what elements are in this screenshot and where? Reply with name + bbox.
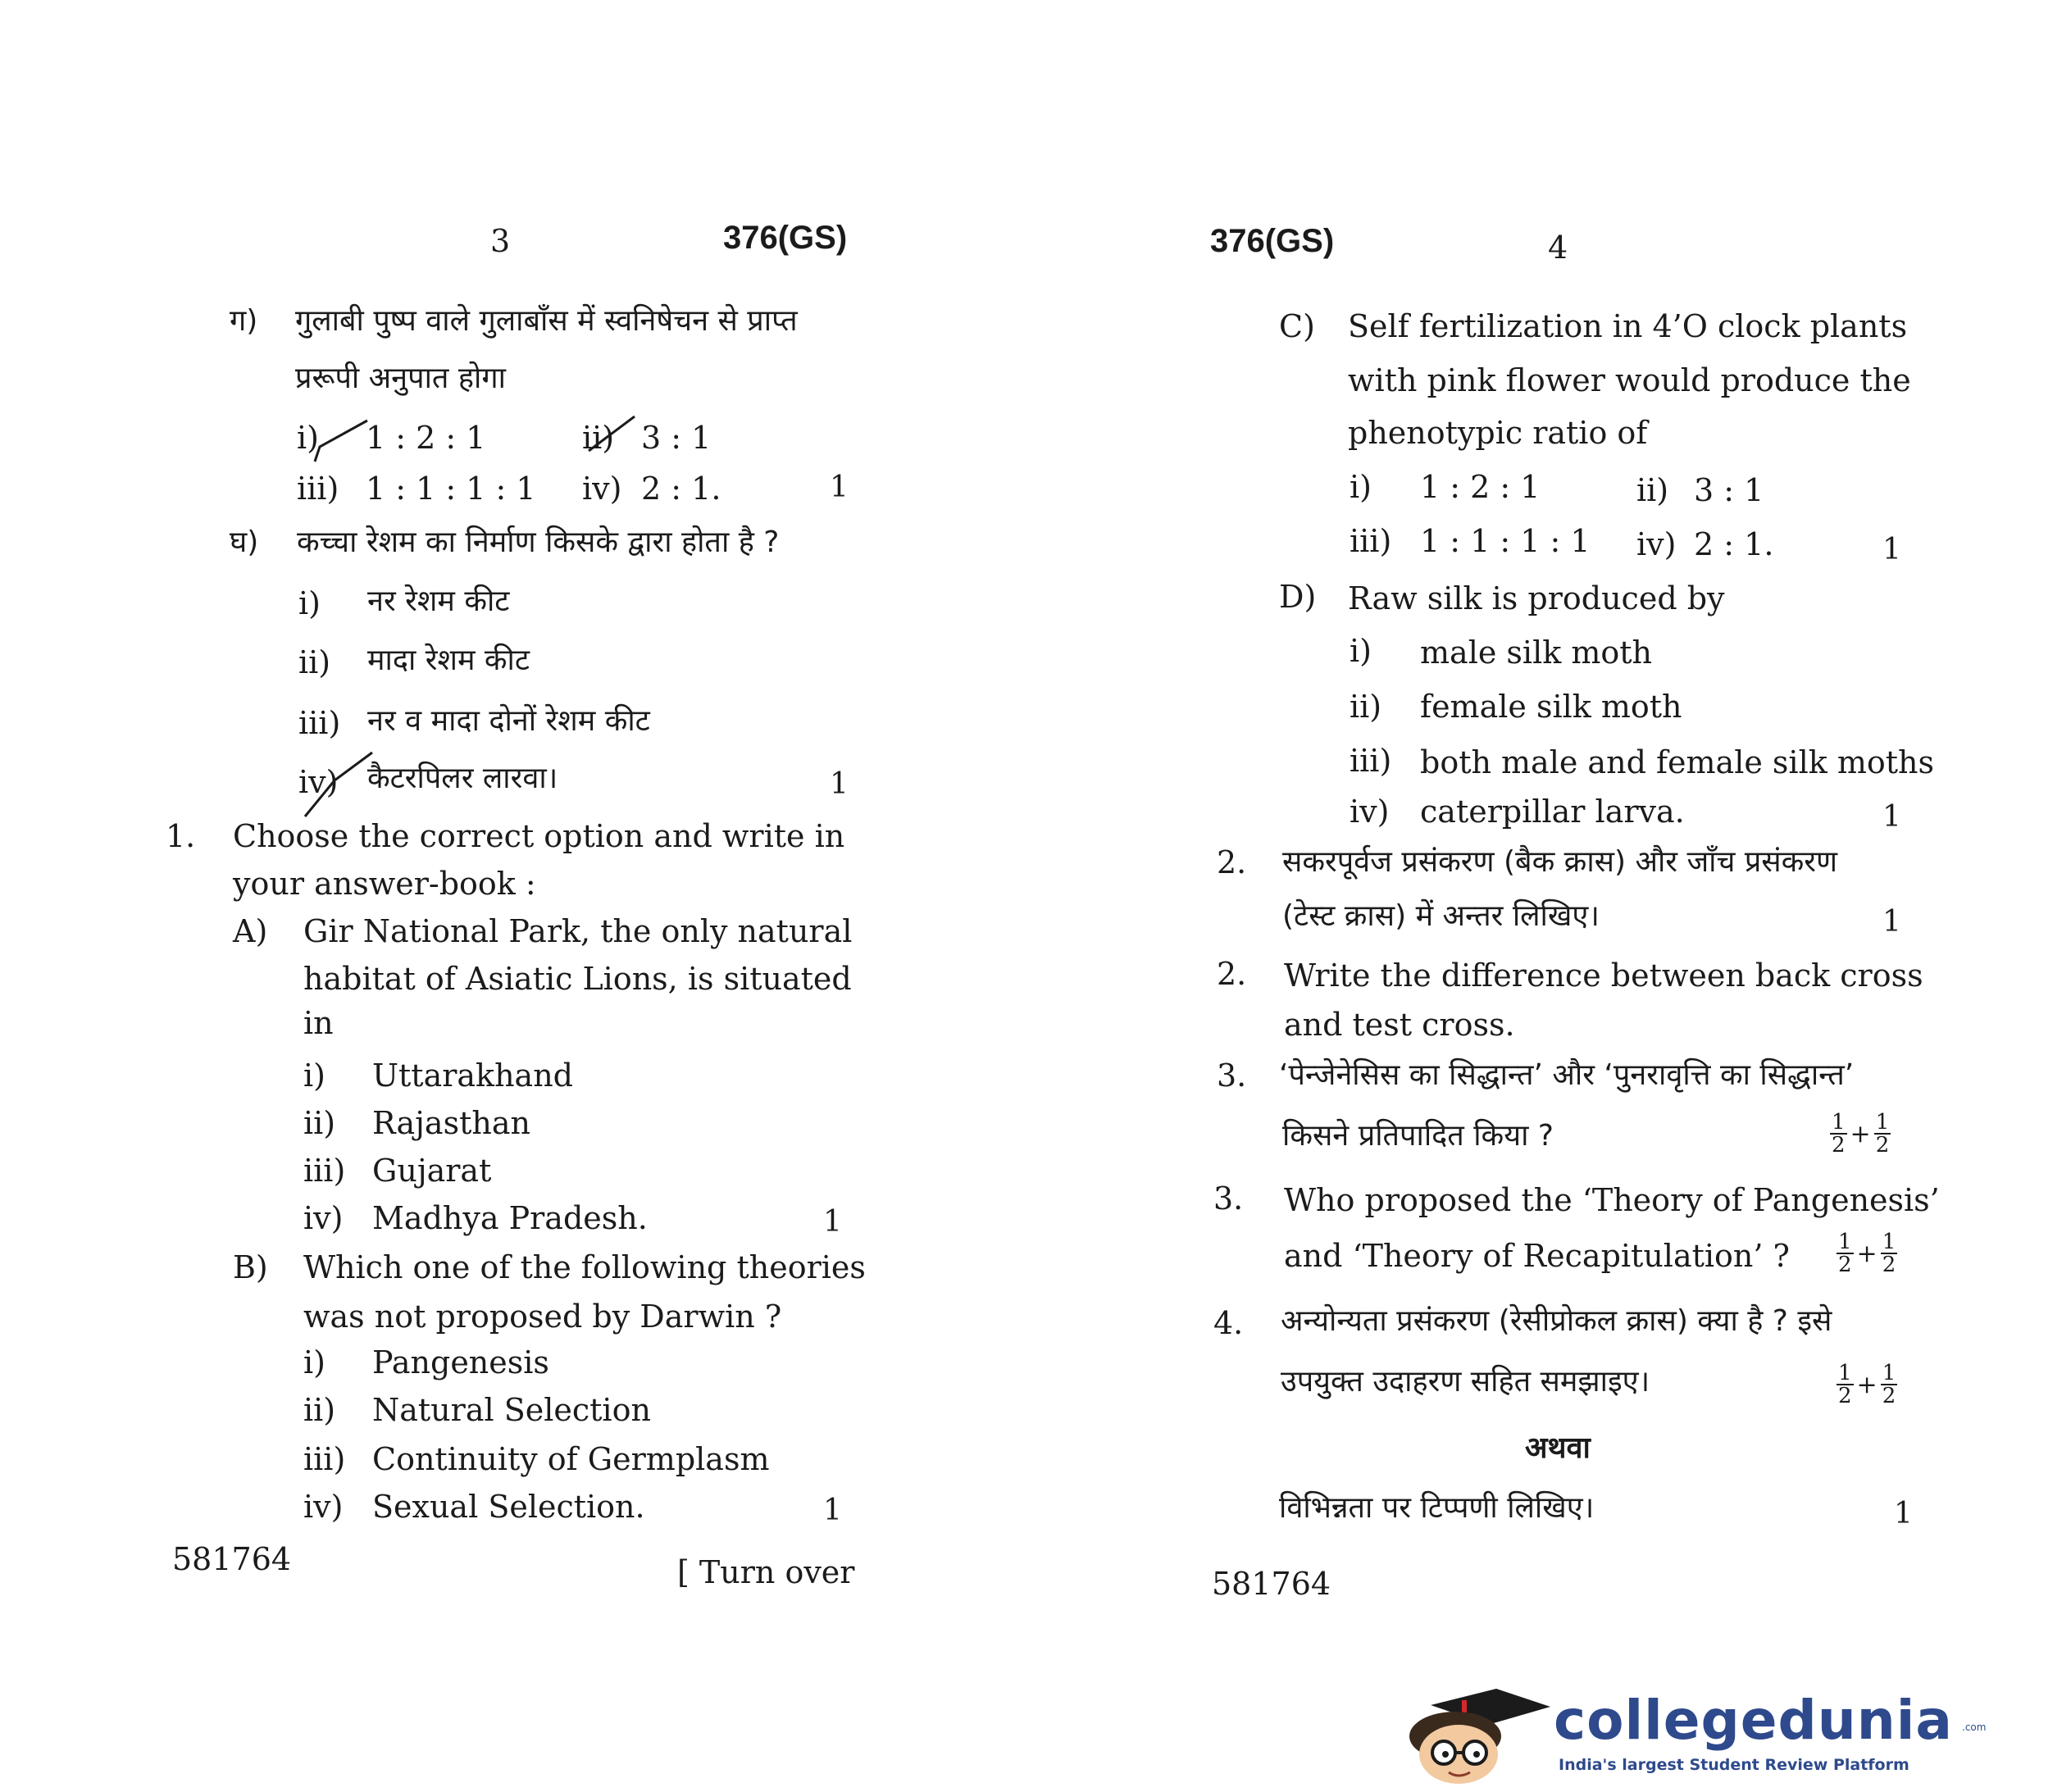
q1b-opt4-num: iv) [303,1489,344,1525]
q1b-line2: was not proposed by Darwin ? [303,1299,782,1335]
qd-opt4-num: iv) [1350,794,1390,830]
q-ga-opt1-num: i) [297,420,319,456]
q-gha-opt1-num: i) [298,585,321,621]
logo-wordmark: collegedunia [1554,1689,1953,1752]
q2-en-line2: and test cross. [1284,1007,1515,1043]
q1a-opt3-num: iii) [303,1153,346,1189]
q2-hi-mark: 1 [1882,905,1901,939]
qc-opt2-num: ii) [1636,472,1669,508]
qc-line2: with pink flower would produce the [1348,362,1911,398]
qd-opt1-text: male silk moth [1420,634,1652,671]
qd-opt3-text: both male and female silk moths [1420,744,1934,780]
q4-hi-line1: अन्योन्यता प्रसंकरण (रेसीप्रोकल क्रास) क्या है ? इसे [1281,1304,1832,1338]
q1b-label: B) [233,1249,268,1285]
pen-tick-mark [584,410,641,459]
q-ga-opt3-text: 1 : 1 : 1 : 1 [366,471,536,507]
q1a-line3: in [303,1005,334,1041]
q3-en-line2: and ‘Theory of Recapitulation’ ? [1284,1238,1790,1274]
q3-en-marks: 1 2 + $\frac{1}{2}$ [1838,1230,1896,1277]
q-gha-opt1-text: नर रेशम कीट [367,584,510,618]
q2-hi-number: 2. [1217,844,1247,880]
q1b-opt2-num: ii) [303,1392,336,1428]
alt-question: विभिन्नता पर टिप्पणी लिखिए। [1279,1491,1595,1525]
right-footer-code: 581764 [1212,1566,1331,1602]
q-ga-opt4-num: iv) [582,471,622,507]
turn-over-label: [ Turn over [677,1554,855,1590]
q1-line2: your answer-book : [233,866,536,902]
q3-hi-line1: ‘पेन्जेनेसिस का सिद्धान्त’ और ‘पुनरावृत्ति का सिद्धान्त’ [1279,1058,1855,1092]
q-gha-mark: 1 [830,767,849,801]
q1b-opt1-num: i) [303,1344,325,1380]
logo-dotcom: .com [1962,1722,1987,1733]
or-label: अथवा [1525,1430,1591,1464]
q1a-line1: Gir National Park, the only natural [303,913,853,949]
q1a-opt2-text: Rajasthan [372,1105,530,1141]
q-ga-opt4-text: 2 : 1. [641,471,721,507]
q1-number: 1. [166,818,196,854]
qd-line1: Raw silk is produced by [1348,580,1725,616]
q2-en-number: 2. [1217,956,1247,992]
right-page-number: 4 [1548,230,1568,266]
qd-opt1-num: i) [1350,633,1372,669]
q1b-mark: 1 [823,1494,842,1527]
fraction-half: $\frac{1}{2}$ [1882,1361,1896,1408]
q1b-opt3-text: Continuity of Germplasm [372,1441,770,1477]
qc-opt2-text: 3 : 1 [1694,472,1764,508]
q-gha-opt2-text: मादा रेशम कीट [367,644,530,677]
pen-tick-mark [302,748,376,821]
qc-opt1-text: 1 : 2 : 1 [1420,469,1541,505]
q-ga-line1: गुलाबी पुष्प वाले गुलाबाँस में स्वनिषेचन से प्राप्त [295,304,798,338]
qd-opt2-num: ii) [1350,689,1382,725]
fraction-half: $\frac{1}{2}$ [1875,1110,1890,1158]
q1a-opt3-text: Gujarat [372,1153,492,1189]
qc-opt3-text: 1 : 1 : 1 : 1 [1420,523,1591,559]
alt-question-mark: 1 [1894,1497,1913,1530]
qc-opt4-num: iv) [1636,526,1677,562]
q2-hi-line1: सकरपूर्वज प्रसंकरण (बैक क्रास) और जाँच प्रसंकरण [1282,845,1838,879]
qd-opt2-text: female silk moth [1420,689,1682,725]
left-page-number: 3 [490,223,511,259]
q-ga-opt2-text: 3 : 1 [641,420,712,456]
qd-opt3-num: iii) [1350,743,1392,779]
q1a-label: A) [233,913,268,949]
mascot-icon [1398,1689,1554,1787]
q1b-opt2-text: Natural Selection [372,1392,651,1428]
q-ga-opt1-text: 1 : 2 : 1 [366,420,486,456]
q2-en-line1: Write the difference between back cross [1284,957,1923,994]
fraction-half: 1 2 [1832,1110,1846,1158]
q1a-line2: habitat of Asiatic Lions, is situated [303,961,852,997]
left-paper-code: 376(GS) [723,220,848,256]
qc-opt4-text: 2 : 1. [1694,526,1774,562]
collegedunia-logo [1398,1689,1988,1787]
qd-label: D) [1279,579,1317,615]
q3-en-number: 3. [1213,1180,1244,1217]
q4-hi-line2: उपयुक्त उदाहरण सहित समझाइए। [1281,1365,1650,1399]
q3-hi-marks: 1 2 + $\frac{1}{2}$ [1832,1110,1890,1158]
q1a-opt4-num: iv) [303,1200,344,1236]
q-gha-opt4-text: कैटरपिलर लारवा। [367,762,558,795]
q-gha-label: घ) [230,525,259,559]
qd-opt4-text: caterpillar larva. [1420,794,1685,830]
q-gha-opt4-num: iv) [298,764,339,800]
q3-hi-line2: किसने प्रतिपादित किया ? [1282,1119,1554,1153]
qd-mark: 1 [1882,800,1901,834]
q-gha-opt3-text: नर व मादा दोनों रेशम कीट [367,704,650,738]
right-paper-code: 376(GS) [1210,223,1335,259]
q-gha-line1: कच्चा रेशम का निर्माण किसके द्वारा होता है ? [297,525,780,559]
qc-opt3-num: iii) [1350,523,1392,559]
q4-hi-number: 4. [1213,1305,1244,1341]
q-ga-line2: प्ररूपी अनुपात होगा [295,362,506,395]
fraction-half: $\frac{1}{2}$ [1882,1230,1896,1277]
q1a-opt1-text: Uttarakhand [372,1057,573,1094]
pen-tick-mark [312,414,373,471]
q3-en-line1: Who proposed the ‘Theory of Pangenesis’ [1284,1182,1940,1218]
q-ga-opt2-num: ii) [582,420,615,456]
q1b-line1: Which one of the following theories [303,1249,866,1285]
q-ga-opt3-num: iii) [297,471,339,507]
qc-line1: Self fertilization in 4’O clock plants [1348,308,1908,344]
q1-line1: Choose the correct option and write in [233,818,845,854]
q-gha-opt3-num: iii) [298,705,341,741]
fraction-half: 1 2 [1838,1230,1852,1277]
q1a-opt1-num: i) [303,1057,325,1094]
qc-opt1-num: i) [1350,469,1372,505]
left-footer-code: 581764 [172,1541,292,1577]
q2-hi-line2: (टेस्ट क्रास) में अन्तर लिखिए। [1282,899,1600,933]
qc-mark: 1 [1882,533,1901,566]
qc-line3: phenotypic ratio of [1348,415,1648,451]
q1a-mark: 1 [823,1205,842,1239]
q1b-opt1-text: Pangenesis [372,1344,549,1380]
logo-tagline: India's largest Student Review Platform [1559,1756,1909,1774]
q1a-opt4-text: Madhya Pradesh. [372,1200,648,1236]
q-ga-mark: 1 [830,471,849,504]
q1b-opt4-text: Sexual Selection. [372,1489,645,1525]
fraction-half: 1 2 [1838,1361,1852,1408]
q1b-opt3-num: iii) [303,1441,346,1477]
q1a-opt2-num: ii) [303,1105,336,1141]
q-gha-opt2-num: ii) [298,644,331,680]
q4-hi-marks: 1 2 + $\frac{1}{2}$ [1838,1361,1896,1408]
q-ga-label: ग) [230,304,258,338]
q3-hi-number: 3. [1217,1057,1247,1094]
qc-label: C) [1279,308,1315,344]
